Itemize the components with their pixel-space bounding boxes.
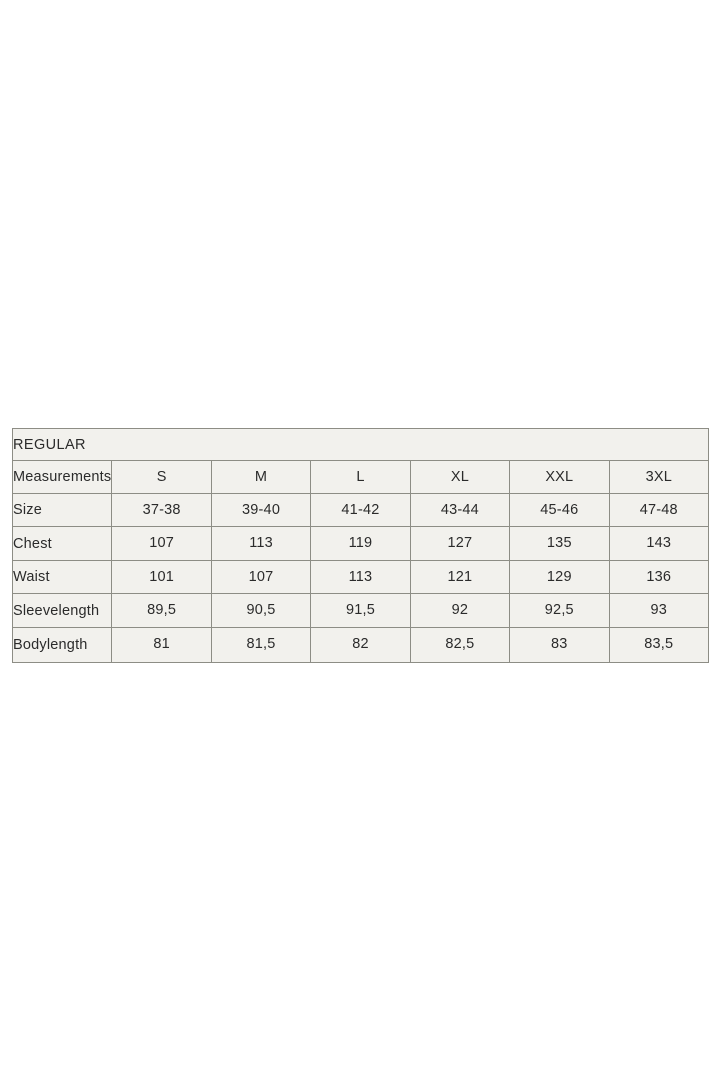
table-row: [13, 561, 709, 594]
cell-sleevelength-m: 90,5: [211, 594, 310, 628]
table-title-row: [13, 429, 709, 461]
row-label-bodylength: Bodylength: [13, 628, 112, 663]
table-row: [13, 594, 709, 628]
column-header-xl: XL: [410, 461, 509, 494]
cell-waist-xl: 121: [410, 561, 509, 594]
page-title: REGULAR: [13, 429, 709, 461]
column-header-l: L: [311, 461, 410, 494]
cell-size-m: 39-40: [211, 494, 310, 527]
cell-bodylength-l: 82: [311, 628, 410, 663]
cell-size-s: 37-38: [112, 494, 211, 527]
column-header-3xl: 3XL: [609, 461, 708, 494]
cell-waist-l: 113: [311, 561, 410, 594]
cell-size-3xl: 47-48: [609, 494, 708, 527]
cell-bodylength-s: 81: [112, 628, 211, 663]
column-header-m: M: [211, 461, 310, 494]
table-row: [13, 527, 709, 561]
cell-waist-xxl: 129: [510, 561, 609, 594]
column-header-s: S: [112, 461, 211, 494]
cell-sleevelength-3xl: 93: [609, 594, 708, 628]
cell-size-xl: 43-44: [410, 494, 509, 527]
cell-chest-xl: 127: [410, 527, 509, 561]
row-label-chest: Chest: [13, 527, 112, 561]
cell-sleevelength-xl: 92: [410, 594, 509, 628]
cell-chest-xxl: 135: [510, 527, 609, 561]
cell-bodylength-3xl: 83,5: [609, 628, 708, 663]
cell-chest-m: 113: [211, 527, 310, 561]
cell-sleevelength-l: 91,5: [311, 594, 410, 628]
cell-size-l: 41-42: [311, 494, 410, 527]
column-header-xxl: XXL: [510, 461, 609, 494]
row-label-size: Size: [13, 494, 112, 527]
table-header-row: [13, 461, 709, 494]
table-row: [13, 494, 709, 527]
cell-size-xxl: 45-46: [510, 494, 609, 527]
cell-waist-m: 107: [211, 561, 310, 594]
cell-sleevelength-xxl: 92,5: [510, 594, 609, 628]
table-corner-label: Measurements: [13, 461, 112, 494]
cell-bodylength-m: 81,5: [211, 628, 310, 663]
size-chart-table: [12, 428, 709, 663]
cell-chest-l: 119: [311, 527, 410, 561]
cell-chest-3xl: 143: [609, 527, 708, 561]
table-row: [13, 628, 709, 663]
row-label-sleevelength: Sleevelength: [13, 594, 112, 628]
row-label-waist: Waist: [13, 561, 112, 594]
size-chart: [12, 428, 709, 663]
cell-bodylength-xxl: 83: [510, 628, 609, 663]
cell-waist-3xl: 136: [609, 561, 708, 594]
cell-chest-s: 107: [112, 527, 211, 561]
cell-waist-s: 101: [112, 561, 211, 594]
cell-bodylength-xl: 82,5: [410, 628, 509, 663]
cell-sleevelength-s: 89,5: [112, 594, 211, 628]
